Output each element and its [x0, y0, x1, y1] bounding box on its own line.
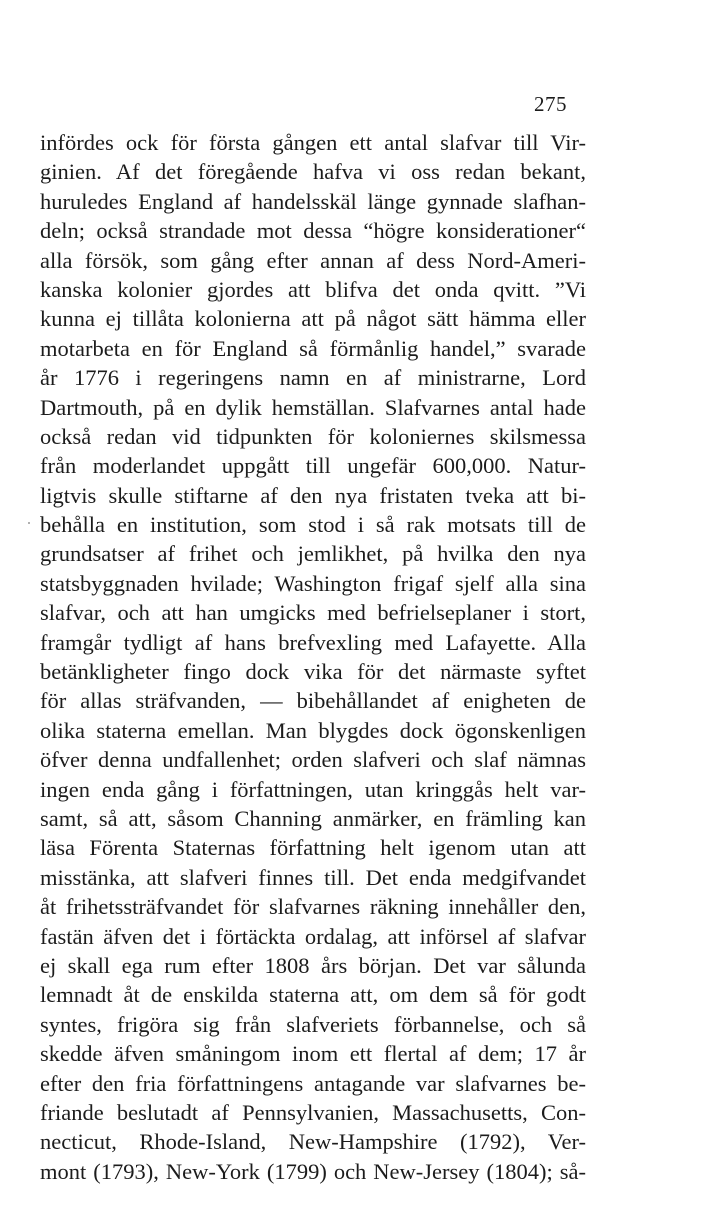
text-line: infördes ock för första gången ett antal slafvar till Vir-	[40, 130, 586, 155]
text-line: år 1776 i regeringens namn en af ministrarne, Lord	[40, 365, 586, 391]
text-line: Dartmouth, på en dylik hemställan. Slafvarnes antal hade	[40, 394, 586, 420]
text-line: från moderlandet uppgått till ungefär 600,000. Natur-	[40, 453, 586, 479]
text-line: alla försök, som gång efter annan af dess Nord-Ameri-	[40, 247, 586, 273]
page-number: 275	[534, 92, 567, 116]
text-line: mont (1793), New-York (1799) och New-Jersey (1804); så-	[40, 1158, 586, 1184]
text-line: samt, så att, såsom Channing anmärker, en främling kan	[40, 805, 586, 831]
text-line: friande beslutadt af Pennsylvanien, Massachusetts, Con-	[40, 1099, 586, 1125]
text-line: lemnadt åt de enskilda staterna att, om dem så för godt	[40, 982, 586, 1008]
text-line: fastän äfven det i förtäckta ordalag, att införsel af slafvar	[40, 923, 586, 949]
text-line: kunna ej tillåta kolonierna att på något sätt hämma eller	[40, 306, 586, 332]
text-line: statsbyggnaden hvilade; Washington frigaf sjelf alla sina	[40, 570, 586, 596]
text-line: deln; också strandade mot dessa “högre konsiderationer“	[40, 218, 586, 244]
text-line: ginien. Af det föregående hafva vi oss redan bekant,	[40, 159, 586, 185]
text-line: betänkligheter fingo dock vika för det närmaste syftet	[40, 659, 586, 685]
text-line: framgår tydligt af hans brefvexling med Lafayette. Alla	[40, 629, 586, 655]
text-line: åt frihetssträfvandet för slafvarnes räkning innehåller den,	[40, 894, 586, 920]
text-line: öfver denna undfallenhet; orden slafveri och slaf nämnas	[40, 747, 586, 773]
text-line: läsa Förenta Staternas författning helt igenom utan att	[40, 835, 586, 861]
text-line: misstänka, att slafveri finnes till. Det enda medgifvandet	[40, 864, 586, 890]
text-line: necticut, Rhode-Island, New-Hampshire (1792), Ver-	[40, 1129, 586, 1155]
text-line: ligtvis skulle stiftarne af den nya fristaten tveka att bi-	[40, 482, 586, 508]
text-line: för allas sträfvanden, — bibehållandet af enigheten de	[40, 688, 586, 714]
text-line: efter den fria författningens antagande var slafvarnes be-	[40, 1070, 586, 1096]
text-line: kanska kolonier gjordes att blifva det onda qvitt. ”Vi	[40, 276, 586, 302]
paper-speck	[28, 522, 30, 524]
text-line: olika staterna emellan. Man blygdes dock ögonskenligen	[40, 717, 586, 743]
text-line: slafvar, och att han umgicks med befrielseplaner i stort,	[40, 600, 586, 626]
text-line: skedde äfven småningom inom ett flertal af dem; 17 år	[40, 1041, 586, 1067]
text-line: också redan vid tidpunkten för koloniernes skilsmessa	[40, 423, 586, 449]
text-line: grundsatser af frihet och jemlikhet, på hvilka den nya	[40, 541, 586, 567]
text-line: motarbeta en för England så förmånlig handel,” svarade	[40, 335, 586, 361]
text-line: ingen enda gång i författningen, utan kringgås helt var-	[40, 776, 586, 802]
text-line: syntes, frigöra sig från slafveriets förbannelse, och så	[40, 1011, 586, 1037]
text-line: ej skall ega rum efter 1808 års början. Det var sålunda	[40, 952, 586, 978]
text-line: behålla en institution, som stod i så rak motsats till de	[40, 512, 586, 538]
text-line: huruledes England af handelsskäl länge gynnade slafhan-	[40, 188, 586, 214]
body-text	[40, 128, 586, 1186]
